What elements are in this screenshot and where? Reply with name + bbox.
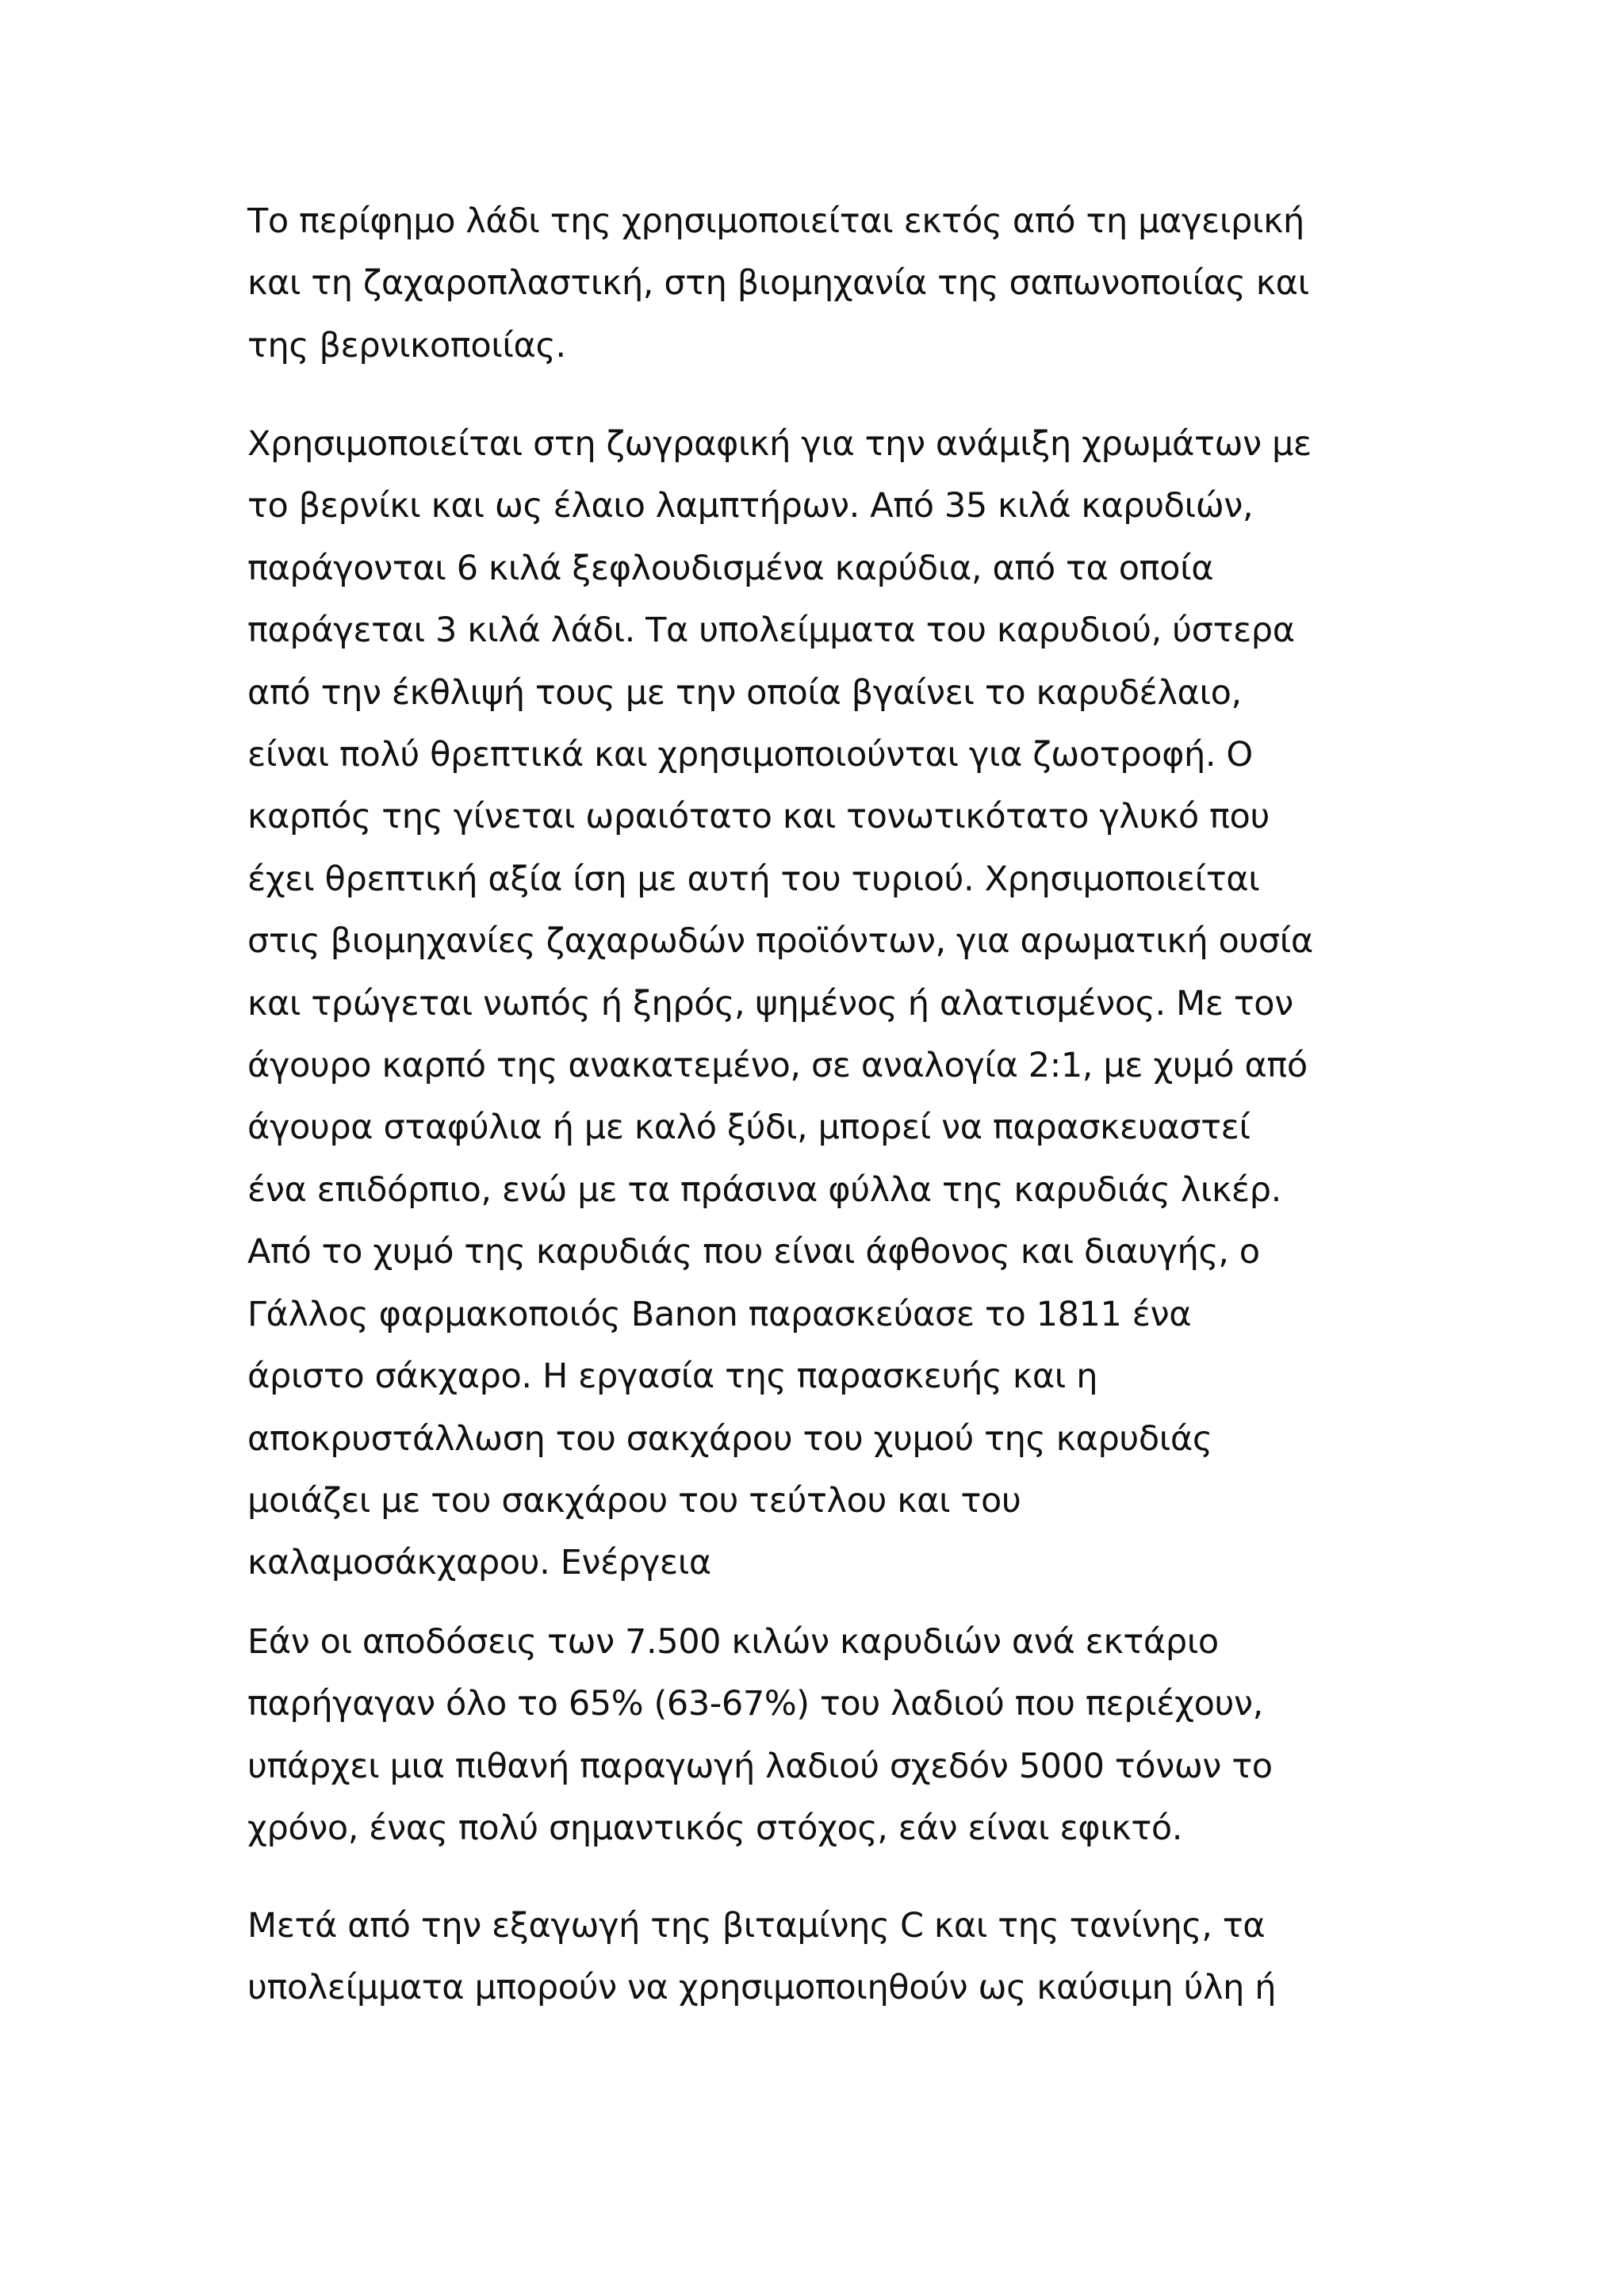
text-line: παρήγαγαν όλο το 65% (63-67%) του λαδιού που περιέχουν, — [247, 1684, 1263, 1724]
text-line: και τη ζαχαροπλαστική, στη βιομηχανία της σαπωνοποιίας και — [247, 263, 1309, 304]
text-line: από την έκθλιψή τους με την οποία βγαίνει το καρυδέλαιο, — [247, 672, 1242, 713]
paragraph-4 — [247, 1895, 1276, 2019]
text-line: Από το χυμό της καρυδιάς που είναι άφθονος και διαυγής, ο — [247, 1232, 1260, 1272]
text-line: υπολείμματα μπορούν να χρησιμοποιηθούν ως καύσιμη ύλη ή — [247, 1968, 1277, 2008]
text-line: παράγονται 6 κιλά ξεφλουδισμένα καρύδια, από τα οποία — [247, 548, 1214, 588]
paragraph-3 — [247, 1611, 1273, 1860]
paragraph-1 — [247, 190, 1309, 377]
text-line: Χρησιμοποιείται στη ζωγραφική για την ανάμιξη χρωμάτων με — [247, 424, 1312, 464]
text-line: Γάλλος φαρμακοποιός Banon παρασκεύασε το 1811 ένα — [247, 1294, 1192, 1334]
text-line: αποκρυστάλλωση του σακχάρου του χυμού της καρυδιάς — [247, 1418, 1212, 1459]
text-line: της βερνικοποιίας. — [247, 325, 566, 365]
text-line: υπάρχει μια πιθανή παραγωγή λαδιού σχεδόν 5000 τόνων το — [247, 1746, 1273, 1786]
text-line: χρόνο, ένας πολύ σημαντικός στόχος, εάν είναι εφικτό. — [247, 1808, 1183, 1849]
text-line: καρπός της γίνεται ωραιότατο και τονωτικότατο γλυκό που — [247, 797, 1270, 837]
text-line: έχει θρεπτική αξία ίση με αυτή του τυριού. Χρησιμοποιείται — [247, 859, 1260, 899]
text-line: παράγεται 3 κιλά λάδι. Τα υπολείμματα του καρυδιού, ύστερα — [247, 610, 1295, 651]
text-line: Εάν οι αποδόσεις των 7.500 κιλών καρυδιών ανά εκτάριο — [247, 1622, 1219, 1662]
text-line: Το περίφημο λάδι της χρησιμοποιείται εκτός από τη μαγειρική — [247, 201, 1304, 241]
text-line: είναι πολύ θρεπτικά και χρησιμοποιούνται για ζωοτροφή. Ο — [247, 735, 1253, 775]
text-line: άριστο σάκχαρο. Η εργασία της παρασκευής και η — [247, 1357, 1098, 1397]
text-line: Μετά από την εξαγωγή της βιταμίνης C και της τανίνης, τα — [247, 1906, 1266, 1946]
text-line: άγουρο καρπό της ανακατεμένο, σε αναλογία 2:1, με χυμό από — [247, 1046, 1308, 1086]
text-line: το βερνίκι και ως έλαιο λαμπτήρων. Από 35 κιλά καρυδιών, — [247, 486, 1254, 526]
text-line: μοιάζει με του σακχάρου του τεύτλου και του — [247, 1480, 1021, 1521]
text-line: και τρώγεται νωπός ή ξηρός, ψημένος ή αλατισμένος. Με τον — [247, 983, 1293, 1024]
text-line: ένα επιδόρπιο, ενώ με τα πράσινα φύλλα της καρυδιάς λικέρ. — [247, 1169, 1281, 1210]
text-line: άγουρα σταφύλια ή με καλό ξύδι, μπορεί να παρασκευαστεί — [247, 1108, 1251, 1148]
paragraph-2 — [247, 413, 1313, 1594]
text-line: στις βιομηχανίες ζαχαρωδών προϊόντων, για αρωματική ουσία — [247, 921, 1313, 962]
text-line: καλαμοσάκχαρου. Ενέργεια — [247, 1543, 711, 1583]
